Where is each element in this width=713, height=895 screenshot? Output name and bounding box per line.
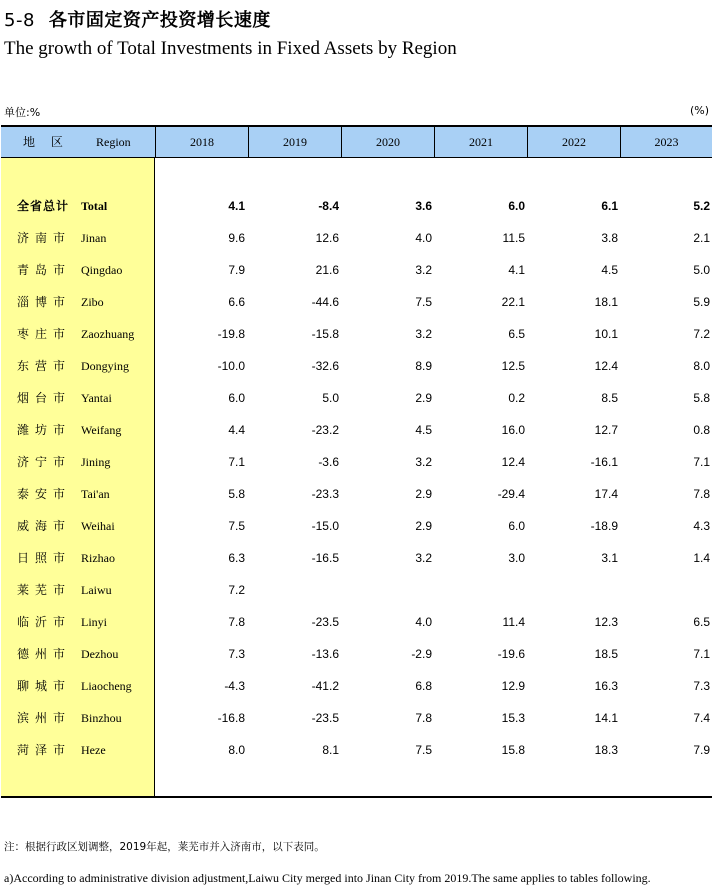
region-name-en: Zibo: [81, 295, 104, 309]
value-cell: 7.3: [228, 647, 245, 661]
region-name-cn: 济南市: [17, 231, 72, 245]
value-cell: 3.8: [601, 231, 618, 245]
value-cell: 12.7: [594, 423, 618, 437]
value-cell: 6.5: [693, 615, 710, 629]
region-name-en: Dezhou: [81, 647, 119, 661]
value-cell: 21.6: [315, 263, 339, 277]
region-name-cn: 莱芜市: [17, 583, 72, 597]
value-cell: 8.9: [415, 359, 432, 373]
note-cn: 注：根据行政区划调整，2019年起，莱芜市并入济南市，以下表同。: [4, 841, 325, 853]
value-cell: 3.2: [415, 455, 432, 469]
note-en: a)According to administrative division adjustment,Laiwu City merged into Jinan City from 2019.The same applies to tables following.: [4, 871, 651, 885]
value-cell: 5.0: [693, 263, 710, 277]
header-year: 2019: [248, 127, 341, 157]
value-cell: 18.3: [594, 743, 618, 757]
value-cell: -18.9: [590, 519, 618, 533]
region-name-cn: 枣庄市: [17, 327, 72, 341]
value-cell: 15.8: [501, 743, 525, 757]
value-cell: 2.9: [415, 391, 432, 405]
data-table: [1, 125, 712, 799]
title-cn-text: 各市固定资产投资增长速度: [48, 10, 271, 31]
value-cell: 5.8: [228, 487, 245, 501]
value-cell: 6.0: [508, 199, 525, 213]
region-name-cn: 聊城市: [17, 679, 72, 693]
header-year: 2021: [434, 127, 527, 157]
value-cell: -2.9: [411, 647, 432, 661]
table-row: [1, 414, 712, 446]
table-row: [1, 574, 712, 606]
region-name-en: Laiwu: [81, 583, 112, 597]
region-name-en: Qingdao: [81, 263, 123, 277]
header-year: 2022: [527, 127, 620, 157]
value-cell: 22.1: [501, 295, 525, 309]
value-cell: 7.5: [228, 519, 245, 533]
value-cell: 2.1: [693, 231, 710, 245]
header-year: 2018: [155, 127, 248, 157]
region-name-en: Yantai: [81, 391, 112, 405]
value-cell: -16.5: [311, 551, 339, 565]
value-cell: 7.9: [228, 263, 245, 277]
value-cell: -15.8: [311, 327, 339, 341]
value-cell: 16.0: [501, 423, 525, 437]
value-cell: 7.5: [415, 295, 432, 309]
table-row: [1, 638, 712, 670]
value-cell: 2.9: [415, 487, 432, 501]
unit-percent: (%): [689, 104, 709, 117]
value-cell: -44.6: [311, 295, 339, 309]
value-cell: -8.4: [318, 199, 339, 213]
value-cell: 6.1: [601, 199, 618, 213]
value-cell: 3.0: [508, 551, 525, 565]
header-region: [1, 127, 155, 157]
table-row: [1, 542, 712, 574]
header-year: 2023: [620, 127, 712, 157]
table-row: [1, 254, 712, 286]
value-cell: 8.1: [322, 743, 339, 757]
value-cell: -16.1: [590, 455, 618, 469]
region-name-en: Dongying: [81, 359, 129, 373]
region-name-cn: 菏泽市: [17, 743, 72, 757]
value-cell: -16.8: [217, 711, 245, 725]
value-cell: 6.3: [228, 551, 245, 565]
value-cell: 9.6: [228, 231, 245, 245]
value-cell: 17.4: [594, 487, 618, 501]
value-cell: 12.5: [501, 359, 525, 373]
value-cell: 4.1: [508, 263, 525, 277]
value-cell: 18.5: [594, 647, 618, 661]
value-cell: 7.8: [228, 615, 245, 629]
value-cell: -29.4: [497, 487, 525, 501]
value-cell: 7.4: [693, 711, 710, 725]
value-cell: 12.9: [501, 679, 525, 693]
value-cell: -3.6: [318, 455, 339, 469]
table-title-cn: [4, 6, 271, 32]
value-cell: 18.1: [594, 295, 618, 309]
value-cell: 3.2: [415, 551, 432, 565]
region-name-en: Binzhou: [81, 711, 122, 725]
value-cell: 4.5: [415, 423, 432, 437]
value-cell: 6.5: [508, 327, 525, 341]
value-cell: 7.9: [693, 743, 710, 757]
value-cell: 6.6: [228, 295, 245, 309]
region-name-cn: 滨州市: [17, 711, 72, 725]
table-row-total: [1, 190, 712, 222]
value-cell: 7.1: [693, 647, 710, 661]
value-cell: -23.3: [311, 487, 339, 501]
value-cell: 11.5: [502, 231, 525, 245]
value-cell: 6.8: [415, 679, 432, 693]
value-cell: 5.8: [693, 391, 710, 405]
value-cell: 2.9: [415, 519, 432, 533]
region-name-en: Jinan: [81, 231, 107, 245]
table-row: [1, 222, 712, 254]
region-name-en: Jining: [81, 455, 111, 469]
header-year: 2020: [341, 127, 434, 157]
table-number: 5-8: [4, 10, 35, 31]
value-cell: 16.3: [594, 679, 618, 693]
value-cell: 3.2: [415, 263, 432, 277]
value-cell: 6.0: [508, 519, 525, 533]
value-cell: 7.2: [228, 583, 245, 597]
region-name-cn: 泰安市: [17, 487, 72, 501]
value-cell: 5.9: [693, 295, 710, 309]
value-cell: -4.3: [224, 679, 245, 693]
region-name-en: Liaocheng: [81, 679, 132, 693]
value-cell: 14.1: [594, 711, 618, 725]
header-region-cn: 地 区: [23, 135, 69, 149]
value-cell: 3.1: [601, 551, 618, 565]
region-name-cn: 全省总计: [17, 199, 70, 213]
region-name-en: Zaozhuang: [81, 327, 135, 341]
value-cell: 4.1: [228, 199, 245, 213]
table-row: [1, 510, 712, 542]
value-cell: 8.5: [601, 391, 618, 405]
region-name-en: Heze: [81, 743, 106, 757]
table-row: [1, 670, 712, 702]
value-cell: 12.6: [315, 231, 339, 245]
value-cell: -32.6: [311, 359, 339, 373]
header-region-en: Region: [96, 135, 131, 149]
region-name-cn: 临沂市: [17, 615, 72, 629]
value-cell: 7.1: [693, 455, 710, 469]
value-cell: 3.2: [415, 327, 432, 341]
region-name-cn: 青岛市: [17, 263, 72, 277]
value-cell: 4.5: [601, 263, 618, 277]
value-cell: 12.3: [594, 615, 618, 629]
region-name-cn: 淄博市: [17, 295, 72, 309]
value-cell: 4.0: [415, 615, 432, 629]
region-name-en: Linyi: [81, 615, 107, 629]
table-row: [1, 702, 712, 734]
region-name-cn: 烟台市: [17, 391, 72, 405]
value-cell: 11.4: [502, 615, 525, 629]
table-row: [1, 734, 712, 766]
unit-label: 单位:%: [4, 106, 41, 119]
value-cell: 7.8: [415, 711, 432, 725]
value-cell: 12.4: [501, 455, 525, 469]
region-name-en: Tai'an: [81, 487, 110, 501]
table-header: [1, 127, 712, 158]
table-row: [1, 318, 712, 350]
value-cell: -23.5: [311, 615, 339, 629]
region-name-en: Total: [81, 199, 108, 213]
value-cell: -23.5: [311, 711, 339, 725]
value-cell: 10.1: [594, 327, 618, 341]
value-cell: 5.2: [693, 199, 710, 213]
value-cell: 4.3: [693, 519, 710, 533]
value-cell: 7.2: [693, 327, 710, 341]
region-name-cn: 日照市: [17, 551, 72, 565]
region-name-cn: 威海市: [17, 519, 72, 533]
region-name-en: Rizhao: [81, 551, 115, 565]
value-cell: -15.0: [311, 519, 339, 533]
region-name-cn: 德州市: [17, 647, 72, 661]
value-cell: 3.6: [415, 199, 432, 213]
value-cell: 15.3: [501, 711, 525, 725]
table-row: [1, 286, 712, 318]
value-cell: -23.2: [311, 423, 339, 437]
value-cell: 8.0: [693, 359, 710, 373]
value-cell: -19.6: [497, 647, 525, 661]
table-row: [1, 606, 712, 638]
value-cell: 4.0: [415, 231, 432, 245]
value-cell: -13.6: [311, 647, 339, 661]
table-row: [1, 382, 712, 414]
table-row: [1, 478, 712, 510]
value-cell: 0.8: [693, 423, 710, 437]
table-bottom-rule: [1, 796, 712, 798]
table-title-en: The growth of Total Investments in Fixed Assets by Region: [4, 38, 457, 59]
value-cell: -19.8: [217, 327, 245, 341]
region-name-cn: 济宁市: [17, 455, 72, 469]
value-cell: 7.8: [693, 487, 710, 501]
value-cell: 7.3: [693, 679, 710, 693]
table-row: [1, 446, 712, 478]
value-cell: -10.0: [217, 359, 245, 373]
value-cell: 0.2: [508, 391, 525, 405]
value-cell: 8.0: [228, 743, 245, 757]
value-cell: 1.4: [693, 551, 710, 565]
value-cell: 6.0: [228, 391, 245, 405]
region-name-cn: 潍坊市: [17, 423, 72, 437]
table-row: [1, 350, 712, 382]
region-name-en: Weifang: [81, 423, 122, 437]
value-cell: 7.5: [415, 743, 432, 757]
region-name-cn: 东营市: [17, 359, 72, 373]
region-name-en: Weihai: [81, 519, 115, 533]
value-cell: 12.4: [594, 359, 618, 373]
value-cell: -41.2: [311, 679, 339, 693]
value-cell: 4.4: [228, 423, 245, 437]
value-cell: 5.0: [322, 391, 339, 405]
value-cell: 7.1: [228, 455, 245, 469]
